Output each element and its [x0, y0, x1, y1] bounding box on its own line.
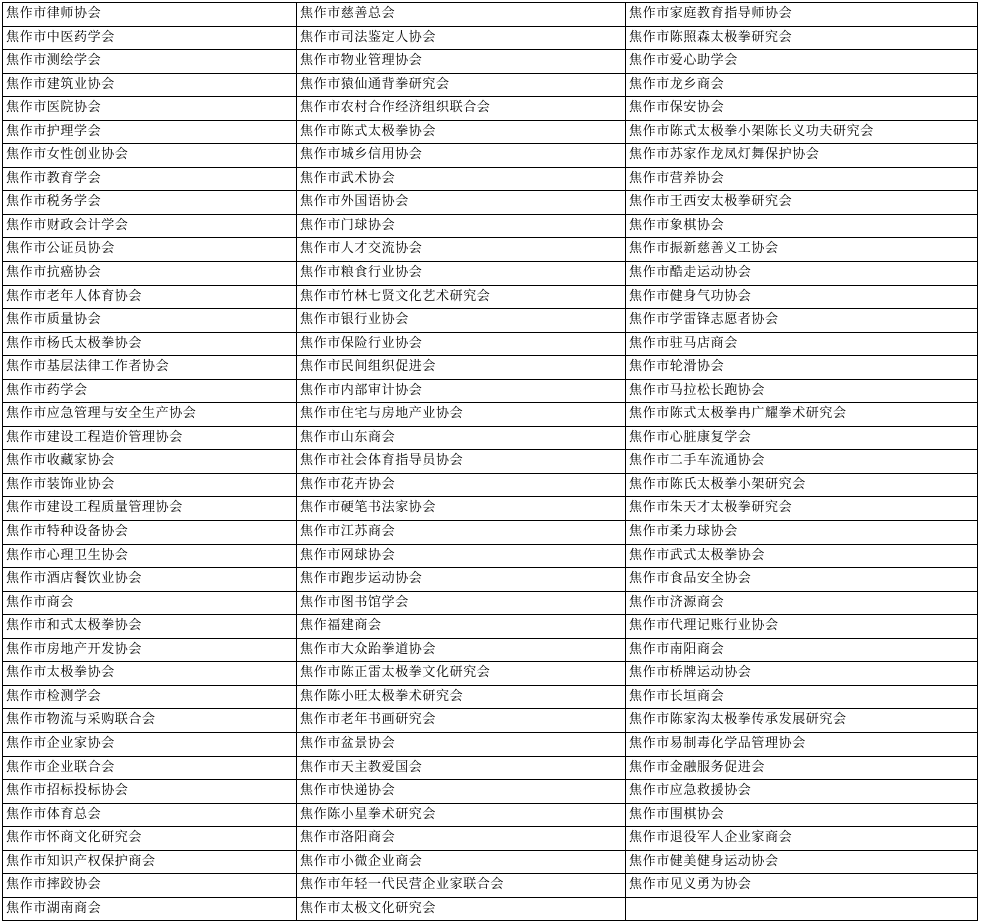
table-row	[3, 379, 978, 403]
table-row	[3, 497, 978, 521]
table-cell: 焦作市财政会计学会	[3, 214, 297, 238]
table-cell: 焦作市保安协会	[626, 97, 978, 121]
table-cell: 焦作市桥牌运动协会	[626, 662, 978, 686]
table-cell: 焦作市跑步运动协会	[297, 568, 626, 592]
table-cell: 焦作市建设工程造价管理协会	[3, 426, 297, 450]
table-row	[3, 685, 978, 709]
table-cell: 焦作市酷走运动协会	[626, 262, 978, 286]
table-cell: 焦作市网球协会	[297, 544, 626, 568]
table-cell: 焦作市教育学会	[3, 167, 297, 191]
table-cell: 焦作市心理卫生协会	[3, 544, 297, 568]
table-cell: 焦作市心脏康复学会	[626, 426, 978, 450]
table-row	[3, 426, 978, 450]
table-row	[3, 120, 978, 144]
table-cell: 焦作市太极拳协会	[3, 662, 297, 686]
table-cell: 焦作市律师协会	[3, 3, 297, 27]
table-cell: 焦作市湖南商会	[3, 897, 297, 921]
table-cell: 焦作市陈式太极拳小架陈长义功夫研究会	[626, 120, 978, 144]
table-cell: 焦作市老年书画研究会	[297, 709, 626, 733]
table-row	[3, 73, 978, 97]
table-cell: 焦作市武式太极拳协会	[626, 544, 978, 568]
table-cell: 焦作市振新慈善义工协会	[626, 238, 978, 262]
table-row	[3, 568, 978, 592]
table-cell: 焦作市济源商会	[626, 591, 978, 615]
table-cell: 焦作市应急管理与安全生产协会	[3, 403, 297, 427]
table-cell: 焦作市健身气功协会	[626, 285, 978, 309]
table-cell: 焦作市物流与采购联合会	[3, 709, 297, 733]
table-row	[3, 709, 978, 733]
table-row	[3, 874, 978, 898]
table-cell: 焦作市司法鉴定人协会	[297, 26, 626, 50]
table-cell: 焦作市住宅与房地产业协会	[297, 403, 626, 427]
table-cell: 焦作市招标投标协会	[3, 780, 297, 804]
table-row	[3, 803, 978, 827]
table-cell: 焦作市测绘学会	[3, 50, 297, 74]
table-cell: 焦作市年轻一代民营企业家联合会	[297, 874, 626, 898]
table-cell: 焦作市基层法律工作者协会	[3, 356, 297, 380]
table-cell: 焦作市体育总会	[3, 803, 297, 827]
table-cell: 焦作市民间组织促进会	[297, 356, 626, 380]
table-cell: 焦作市象棋协会	[626, 214, 978, 238]
table-cell: 焦作市怀商文化研究会	[3, 827, 297, 851]
table-cell: 焦作市天主教爱国会	[297, 756, 626, 780]
table-row	[3, 521, 978, 545]
table-cell: 焦作市龙乡商会	[626, 73, 978, 97]
table-cell: 焦作市建设工程质量管理协会	[3, 497, 297, 521]
table-cell: 焦作市武术协会	[297, 167, 626, 191]
table-row	[3, 450, 978, 474]
table-cell: 焦作市人才交流协会	[297, 238, 626, 262]
table-cell: 焦作市建筑业协会	[3, 73, 297, 97]
table-row	[3, 732, 978, 756]
table-cell: 焦作市洛阳商会	[297, 827, 626, 851]
table-cell: 焦作市爱心助学会	[626, 50, 978, 74]
table-row	[3, 756, 978, 780]
table-cell: 焦作市见义勇为协会	[626, 874, 978, 898]
table-cell: 焦作市城乡信用协会	[297, 144, 626, 168]
table-cell: 焦作市二手车流通协会	[626, 450, 978, 474]
table-row	[3, 662, 978, 686]
table-cell: 焦作市金融服务促进会	[626, 756, 978, 780]
table-cell: 焦作市轮滑协会	[626, 356, 978, 380]
table-row	[3, 332, 978, 356]
table-row	[3, 827, 978, 851]
table-row	[3, 144, 978, 168]
table-cell: 焦作市和式太极拳协会	[3, 615, 297, 639]
table-cell: 焦作市特种设备协会	[3, 521, 297, 545]
table-row	[3, 403, 978, 427]
table-cell: 焦作市企业家协会	[3, 732, 297, 756]
table-cell: 焦作市收藏家协会	[3, 450, 297, 474]
table-cell: 焦作市粮食行业协会	[297, 262, 626, 286]
table-cell: 焦作市农村合作经济组织联合会	[297, 97, 626, 121]
table-cell: 焦作市大众跆拳道协会	[297, 638, 626, 662]
table-cell: 焦作市猿仙通背拳研究会	[297, 73, 626, 97]
table-row	[3, 356, 978, 380]
table-cell: 焦作市朱天才太极拳研究会	[626, 497, 978, 521]
table-cell: 焦作陈小旺太极拳术研究会	[297, 685, 626, 709]
table-cell: 焦作市长垣商会	[626, 685, 978, 709]
table-cell: 焦作市南阳商会	[626, 638, 978, 662]
table-cell: 焦作市质量协会	[3, 309, 297, 333]
table-cell: 焦作市陈式太极拳冉广耀拳术研究会	[626, 403, 978, 427]
table-cell: 焦作市杨氏太极拳协会	[3, 332, 297, 356]
table-cell: 焦作市慈善总会	[297, 3, 626, 27]
table-row	[3, 50, 978, 74]
table-row	[3, 638, 978, 662]
table-cell: 焦作市苏家作龙凤灯舞保护协会	[626, 144, 978, 168]
table-row	[3, 214, 978, 238]
table-cell: 焦作市快递协会	[297, 780, 626, 804]
organization-table-body	[3, 3, 978, 921]
table-cell: 焦作市药学会	[3, 379, 297, 403]
table-cell: 焦作市学雷锋志愿者协会	[626, 309, 978, 333]
table-cell: 焦作市酒店餐饮业协会	[3, 568, 297, 592]
table-cell: 焦作市围棋协会	[626, 803, 978, 827]
table-cell: 焦作市老年人体育协会	[3, 285, 297, 309]
table-row	[3, 591, 978, 615]
table-cell: 焦作市外国语协会	[297, 191, 626, 215]
table-row	[3, 238, 978, 262]
table-cell: 焦作市内部审计协会	[297, 379, 626, 403]
table-cell: 焦作市房地产开发协会	[3, 638, 297, 662]
table-row	[3, 309, 978, 333]
table-cell: 焦作市社会体育指导员协会	[297, 450, 626, 474]
table-cell: 焦作市驻马店商会	[626, 332, 978, 356]
table-cell: 焦作市家庭教育指导师协会	[626, 3, 978, 27]
table-row	[3, 191, 978, 215]
table-cell: 焦作市公证员协会	[3, 238, 297, 262]
table-cell: 焦作市花卉协会	[297, 473, 626, 497]
table-cell: 焦作陈小星拳术研究会	[297, 803, 626, 827]
table-cell: 焦作市盆景协会	[297, 732, 626, 756]
table-cell: 焦作市退役军人企业家商会	[626, 827, 978, 851]
table-cell: 焦作市装饰业协会	[3, 473, 297, 497]
table-row	[3, 473, 978, 497]
table-cell: 焦作市商会	[3, 591, 297, 615]
table-cell: 焦作市柔力球协会	[626, 521, 978, 545]
table-row	[3, 97, 978, 121]
table-row	[3, 3, 978, 27]
table-cell: 焦作市图书馆学会	[297, 591, 626, 615]
table-cell: 焦作市易制毒化学品管理协会	[626, 732, 978, 756]
table-cell: 焦作市陈式太极拳协会	[297, 120, 626, 144]
table-row	[3, 26, 978, 50]
table-row	[3, 615, 978, 639]
table-cell: 焦作市中医药学会	[3, 26, 297, 50]
table-cell: 焦作市摔跤协会	[3, 874, 297, 898]
table-cell: 焦作市陈家沟太极拳传承发展研究会	[626, 709, 978, 733]
table-cell: 焦作市护理学会	[3, 120, 297, 144]
table-cell: 焦作市医院协会	[3, 97, 297, 121]
table-row	[3, 897, 978, 921]
table-cell: 焦作市抗癌协会	[3, 262, 297, 286]
table-cell: 焦作市保险行业协会	[297, 332, 626, 356]
table-row	[3, 780, 978, 804]
table-cell: 焦作福建商会	[297, 615, 626, 639]
table-cell: 焦作市代理记账行业协会	[626, 615, 978, 639]
table-cell: 焦作市硬笔书法家协会	[297, 497, 626, 521]
table-cell: 焦作市王西安太极拳研究会	[626, 191, 978, 215]
table-cell: 焦作市马拉松长跑协会	[626, 379, 978, 403]
table-cell: 焦作市女性创业协会	[3, 144, 297, 168]
table-cell: 焦作市太极文化研究会	[297, 897, 626, 921]
table-cell: 焦作市陈正雷太极拳文化研究会	[297, 662, 626, 686]
table-row	[3, 850, 978, 874]
table-cell: 焦作市小微企业商会	[297, 850, 626, 874]
table-cell: 焦作市健美健身运动协会	[626, 850, 978, 874]
table-cell: 焦作市检测学会	[3, 685, 297, 709]
table-row	[3, 262, 978, 286]
table-cell: 焦作市知识产权保护商会	[3, 850, 297, 874]
table-cell: 焦作市江苏商会	[297, 521, 626, 545]
table-cell: 焦作市门球协会	[297, 214, 626, 238]
table-cell: 焦作市食品安全协会	[626, 568, 978, 592]
table-cell: 焦作市竹林七贤文化艺术研究会	[297, 285, 626, 309]
organization-table	[2, 2, 978, 921]
table-row	[3, 167, 978, 191]
table-cell: 焦作市税务学会	[3, 191, 297, 215]
table-cell: 焦作市山东商会	[297, 426, 626, 450]
table-row	[3, 285, 978, 309]
table-cell: 焦作市陈照森太极拳研究会	[626, 26, 978, 50]
table-cell	[626, 897, 978, 921]
table-cell: 焦作市企业联合会	[3, 756, 297, 780]
table-row	[3, 544, 978, 568]
table-cell: 焦作市营养协会	[626, 167, 978, 191]
table-cell: 焦作市银行业协会	[297, 309, 626, 333]
table-cell: 焦作市应急救援协会	[626, 780, 978, 804]
table-cell: 焦作市物业管理协会	[297, 50, 626, 74]
table-cell: 焦作市陈氏太极拳小架研究会	[626, 473, 978, 497]
